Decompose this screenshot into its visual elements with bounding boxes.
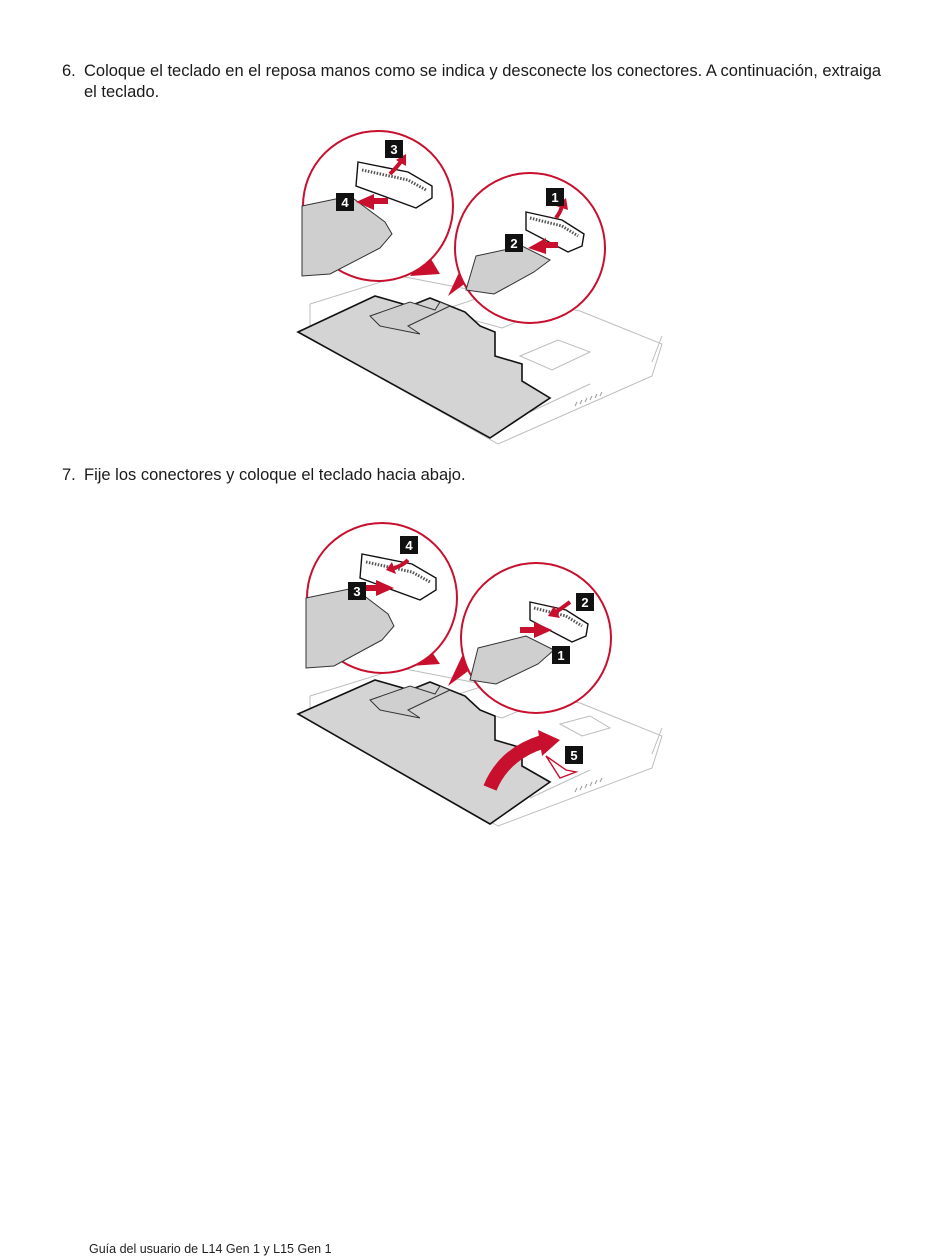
keyboard-removal-illustration	[290, 126, 670, 446]
step-text: Coloque el teclado en el reposa manos como se indica y desconecte los conectores. A continuación, extraiga el teclado.	[84, 62, 882, 101]
keyboard-install-illustration	[290, 518, 670, 828]
step-number: 6.	[62, 62, 76, 80]
callout-3: 3	[353, 584, 361, 599]
step-7	[62, 465, 882, 486]
page-footer: Guía del usuario de L14 Gen 1 y L15 Gen 1	[89, 1242, 332, 1256]
step-text: Fije los conectores y coloque el teclado hacia abajo.	[84, 466, 466, 484]
callout-3: 3	[390, 142, 398, 157]
step-6	[62, 61, 882, 103]
callout-2: 2	[581, 595, 589, 610]
callout-4: 4	[341, 195, 349, 210]
step-number: 7.	[62, 466, 76, 484]
callout-5: 5	[570, 748, 578, 763]
callout-4: 4	[405, 538, 413, 553]
callout-1: 1	[551, 190, 559, 205]
callout-2: 2	[510, 236, 518, 251]
zoom-circle-right	[461, 563, 611, 713]
callout-1: 1	[557, 648, 565, 663]
